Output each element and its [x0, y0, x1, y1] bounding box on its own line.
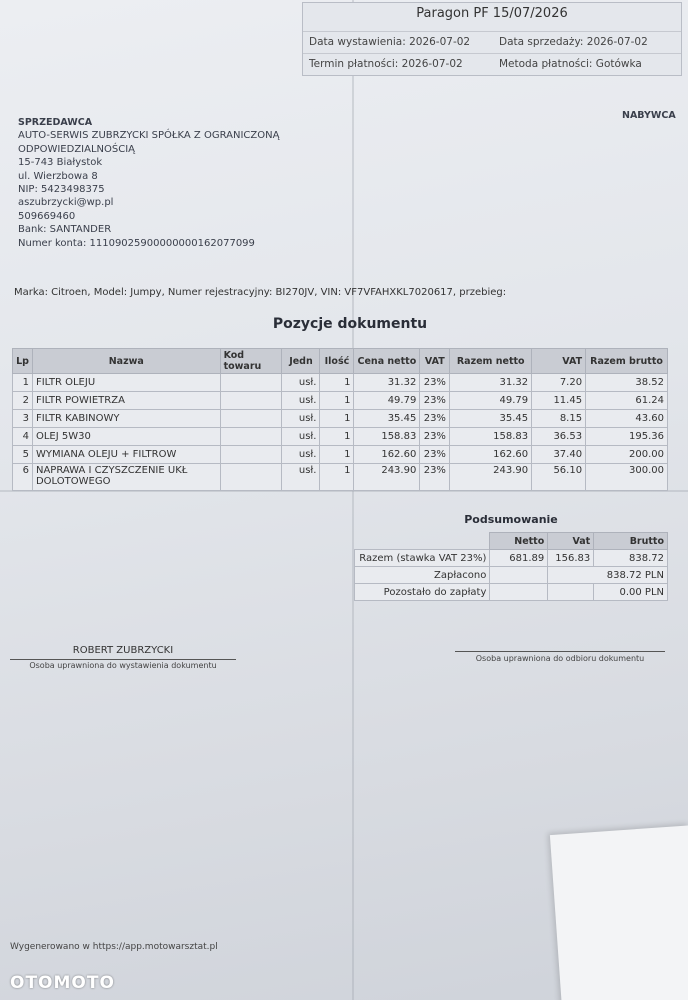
- cell-net-price: 158.83: [354, 428, 420, 446]
- cell-code: [220, 410, 282, 428]
- cell-net-price: 162.60: [354, 446, 420, 464]
- buyer-heading: NABYWCA: [622, 110, 676, 121]
- cell-vat-rate: 23%: [420, 446, 450, 464]
- cell-qty: 1: [320, 464, 354, 491]
- cell-total-gross: 195.36: [586, 428, 668, 446]
- summary-total-netto: 681.89: [490, 550, 548, 567]
- cell-code: [220, 464, 282, 491]
- cell-qty: 1: [320, 374, 354, 392]
- seller-block: [18, 116, 318, 250]
- issue-date: Data wystawienia: 2026-07-02: [309, 36, 471, 48]
- issuer-signature-line: [10, 659, 236, 660]
- summary-total-brutto: 838.72: [594, 550, 668, 567]
- summary-remaining-row: [355, 584, 668, 601]
- summary-total-vat: 156.83: [548, 550, 594, 567]
- items-table: [12, 348, 668, 491]
- cell-lp: 1: [13, 374, 33, 392]
- table-row: [13, 392, 668, 410]
- cell-lp: 6: [13, 464, 33, 491]
- generated-by-footer: Wygenerowano w https://app.motowarsztat.pl: [10, 942, 218, 952]
- cell-vat-rate: 23%: [420, 392, 450, 410]
- seller-line: NIP: 5423498375: [18, 184, 105, 196]
- seller-line: AUTO-SERWIS ZUBRZYCKI SPÓŁKA Z OGRANICZONĄ: [18, 130, 280, 142]
- col-header: VAT: [420, 349, 450, 374]
- cell-vat-amount: 36.53: [532, 428, 586, 446]
- receiver-caption: Osoba uprawniona do odbioru dokumentu: [475, 654, 645, 663]
- items-header-row: [13, 349, 668, 374]
- cell-name: FILTR POWIETRZA: [32, 392, 220, 410]
- summary-col-header: Vat: [548, 533, 594, 550]
- cell-total-gross: 43.60: [586, 410, 668, 428]
- seller-line: aszubrzycki@wp.pl: [18, 197, 114, 209]
- document-header-box: [302, 2, 682, 76]
- cell-vat-amount: 37.40: [532, 446, 586, 464]
- cell-code: [220, 392, 282, 410]
- payment-method: Metoda płatności: Gotówka: [499, 58, 642, 70]
- cell-lp: 3: [13, 410, 33, 428]
- header-dates-row: [303, 31, 681, 52]
- cell-lp: 2: [13, 392, 33, 410]
- cell-net-price: 31.32: [354, 374, 420, 392]
- due-date: Termin płatności: 2026-07-02: [309, 58, 463, 70]
- summary-remaining-value: 0.00 PLN: [594, 584, 668, 601]
- seller-line: 15-743 Białystok: [18, 157, 103, 169]
- cell-total-net: 162.60: [450, 446, 532, 464]
- col-header: Lp: [13, 349, 33, 374]
- seller-line: ODPOWIEDZIALNOŚCIĄ: [18, 143, 136, 155]
- summary-title: Podsumowanie: [464, 513, 558, 526]
- cell-vat-amount: 7.20: [532, 374, 586, 392]
- seller-heading: SPRZEDAWCA: [18, 117, 93, 128]
- cell-total-net: 35.45: [450, 410, 532, 428]
- cell-vat-amount: 8.15: [532, 410, 586, 428]
- issuer-name: ROBERT ZUBRZYCKI: [72, 645, 174, 656]
- cell-lp: 4: [13, 428, 33, 446]
- cell-code: [220, 446, 282, 464]
- col-header: Kod towaru: [220, 349, 282, 374]
- cell-unit: usł.: [282, 428, 320, 446]
- summary-total-label: Razem (stawka VAT 23%): [355, 550, 490, 567]
- cell-vat-rate: 23%: [420, 464, 450, 491]
- seller-line: Bank: SANTANDER: [18, 224, 112, 236]
- cell-unit: usł.: [282, 374, 320, 392]
- cell-total-gross: 61.24: [586, 392, 668, 410]
- watermark-logo: OTOMOTO: [10, 973, 115, 993]
- cell-total-net: 243.90: [450, 464, 532, 491]
- cell-lp: 5: [13, 446, 33, 464]
- col-header: Razem netto: [450, 349, 532, 374]
- items-title: Pozycje dokumentu: [272, 316, 428, 332]
- summary-paid-label: Zapłacono: [355, 567, 490, 584]
- sale-date: Data sprzedaży: 2026-07-02: [499, 36, 648, 48]
- summary-header-row: [355, 533, 668, 550]
- cell-net-price: 49.79: [354, 392, 420, 410]
- cell-vat-amount: 56.10: [532, 464, 586, 491]
- summary-col-header: Brutto: [594, 533, 668, 550]
- table-row: [13, 428, 668, 446]
- cell-total-gross: 300.00: [586, 464, 668, 491]
- cell-net-price: 243.90: [354, 464, 420, 491]
- table-row: [13, 446, 668, 464]
- cell-total-net: 31.32: [450, 374, 532, 392]
- table-row: [13, 374, 668, 392]
- col-header: Ilość: [320, 349, 354, 374]
- cell-vat-rate: 23%: [420, 374, 450, 392]
- cell-name: OLEJ 5W30: [32, 428, 220, 446]
- summary-empty-cell: [490, 584, 548, 601]
- cell-unit: usł.: [282, 392, 320, 410]
- summary-remaining-label: Pozostało do zapłaty: [355, 584, 490, 601]
- cell-vat-rate: 23%: [420, 410, 450, 428]
- cell-qty: 1: [320, 446, 354, 464]
- header-payment-row: [303, 53, 681, 74]
- cell-unit: usł.: [282, 410, 320, 428]
- cell-total-net: 158.83: [450, 428, 532, 446]
- seller-line: 509669460: [18, 210, 76, 222]
- summary-table: [354, 532, 668, 601]
- vehicle-info: Marka: Citroen, Model: Jumpy, Numer rejestracyjny: BI270JV, VIN: VF7VFAHXKL7020617, przebieg:: [14, 287, 507, 298]
- cell-name: FILTR OLEJU: [32, 374, 220, 392]
- cell-qty: 1: [320, 428, 354, 446]
- cell-name: WYMIANA OLEJU + FILTROW: [32, 446, 220, 464]
- summary-empty-cell: [548, 584, 594, 601]
- cell-unit: usł.: [282, 446, 320, 464]
- col-header: VAT: [532, 349, 586, 374]
- cell-vat-rate: 23%: [420, 428, 450, 446]
- summary-col-header: Netto: [490, 533, 548, 550]
- table-row: [13, 464, 668, 491]
- summary-corner: [355, 533, 490, 550]
- cell-unit: usł.: [282, 464, 320, 491]
- summary-paid-row: [355, 567, 668, 584]
- summary-empty-cell: [490, 567, 548, 584]
- cell-total-gross: 38.52: [586, 374, 668, 392]
- cell-code: [220, 374, 282, 392]
- cell-qty: 1: [320, 410, 354, 428]
- cell-net-price: 35.45: [354, 410, 420, 428]
- cell-code: [220, 428, 282, 446]
- issuer-caption: Osoba uprawniona do wystawienia dokumentu: [29, 661, 217, 670]
- table-row: [13, 410, 668, 428]
- summary-total-row: [355, 550, 668, 567]
- folded-paper-corner: [550, 825, 688, 1000]
- cell-vat-amount: 11.45: [532, 392, 586, 410]
- summary-paid-value: 838.72 PLN: [548, 567, 668, 584]
- receiver-signature-line: [455, 651, 665, 652]
- col-header: Razem brutto: [586, 349, 668, 374]
- seller-line: Numer konta: 11109025900000000162077099: [18, 237, 255, 249]
- col-header: Nazwa: [32, 349, 220, 374]
- col-header: Jedn: [282, 349, 320, 374]
- col-header: Cena netto: [354, 349, 420, 374]
- paper-fold-vertical: [352, 0, 354, 1000]
- document-title: Paragon PF 15/07/2026: [416, 6, 568, 21]
- cell-name: NAPRAWA I CZYSZCZENIE UKŁ DOLOTOWEGO: [32, 464, 220, 491]
- cell-total-gross: 200.00: [586, 446, 668, 464]
- cell-name: FILTR KABINOWY: [32, 410, 220, 428]
- cell-total-net: 49.79: [450, 392, 532, 410]
- cell-qty: 1: [320, 392, 354, 410]
- seller-line: ul. Wierzbowa 8: [18, 170, 98, 182]
